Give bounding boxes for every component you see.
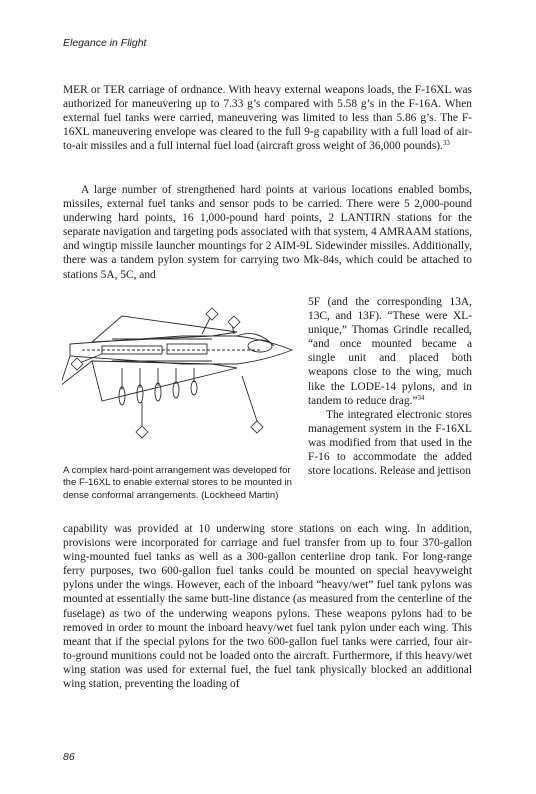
footnote-ref-34: 34 xyxy=(417,393,425,402)
wrapped-text-column xyxy=(308,295,472,478)
figure-caption: A complex hard-point arrangement was developed for the F-16XL to enable external stores to be mounted in dense conformal arrangements. (Lockheed Martin) xyxy=(63,465,292,501)
paragraph-3-start: The integrated electronic stores management system in the F-16XL was modified from that used in the F-16 to accommodate the added store locations. Release and jettison xyxy=(308,408,472,478)
paragraph-2 xyxy=(63,183,472,282)
paragraph-2-text: A large number of strengthened hard points at various locations enabled bombs, missiles, external fuel tanks and sensor pods to be carried. There were 5 2,000-pound underwing hard points, 16 1,000-pound hard points, 2 LANTIRN stations for the separate navigation and targeting pods associated with that system, 4 AMRAAM stations, and wingtip missile launcher mountings for 2 AIM-9L Sidewinder missiles. Additionally, there was a tandem pylon system for carrying two Mk-84s, which could be attached to stations 5A, 5C, and xyxy=(63,184,472,281)
paragraph-1-text: MER or TER carriage of ordnance. With heavy external weapons loads, the F-16XL was authorized for maneuvering up to 7.33 g’s compared with 5.58 g’s in the F-16A. When external fuel tanks were carried, maneuvering was limited to less than 5.86 g’s. The F-16XL maneuvering envelope was cleared to the full 9-g capability with a full load of air-to-air missiles and a full internal fuel load (aircraft gross weight of 36,000 pounds). xyxy=(63,84,472,153)
footnote-ref-33: 33 xyxy=(442,139,450,148)
paragraph-3-continuation: capability was provided at 10 underwing store stations on each wing. In addition, provisions were incorporated for carriage and fuel transfer from up to four 370-gallon wing-mounted fuel tanks as well as a 300-gallon centerline drop tank. For long-range ferry purposes, two 600-gallon fuel tanks could be mounted on special heavyweight pylons under the wings. However, each of the inboard “heavy/wet” fuel tank pylons was mounted at essentially the same butt-line distance (as measured from the centerline of the fuselage) as two of the underwing weapons pylons. These weapons pylons had to be removed in order to mount the inboard heavy/wet fuel tank pylon under each wing. This meant that if the special pylons for the two 600-gallon fuel tanks were carried, four air-to-ground munitions could not be loaded onto the aircraft. Furthermore, if this heavy/wet wing station was used for external fuel, the fuel tank physically blocked an additional wing station, preventing the loading of xyxy=(63,523,472,691)
hardpoint-diagram-illustration xyxy=(62,306,298,456)
aircraft-hardpoint-diagram xyxy=(62,306,298,456)
running-header: Elegance in Flight xyxy=(63,37,147,49)
page-number: 86 xyxy=(63,751,75,763)
paragraph-1 xyxy=(63,83,472,153)
paragraph-2-continuation: 5F (and the corresponding 13A, 13C, and 13F). “These were XL-unique,” Thomas Grindle recalled, “and once mounted became a single unit and placed both weapons close to the wing, much like the LODE-14 pylons, and in tandem to reduce drag.”$^{34}$ xyxy=(308,296,472,407)
